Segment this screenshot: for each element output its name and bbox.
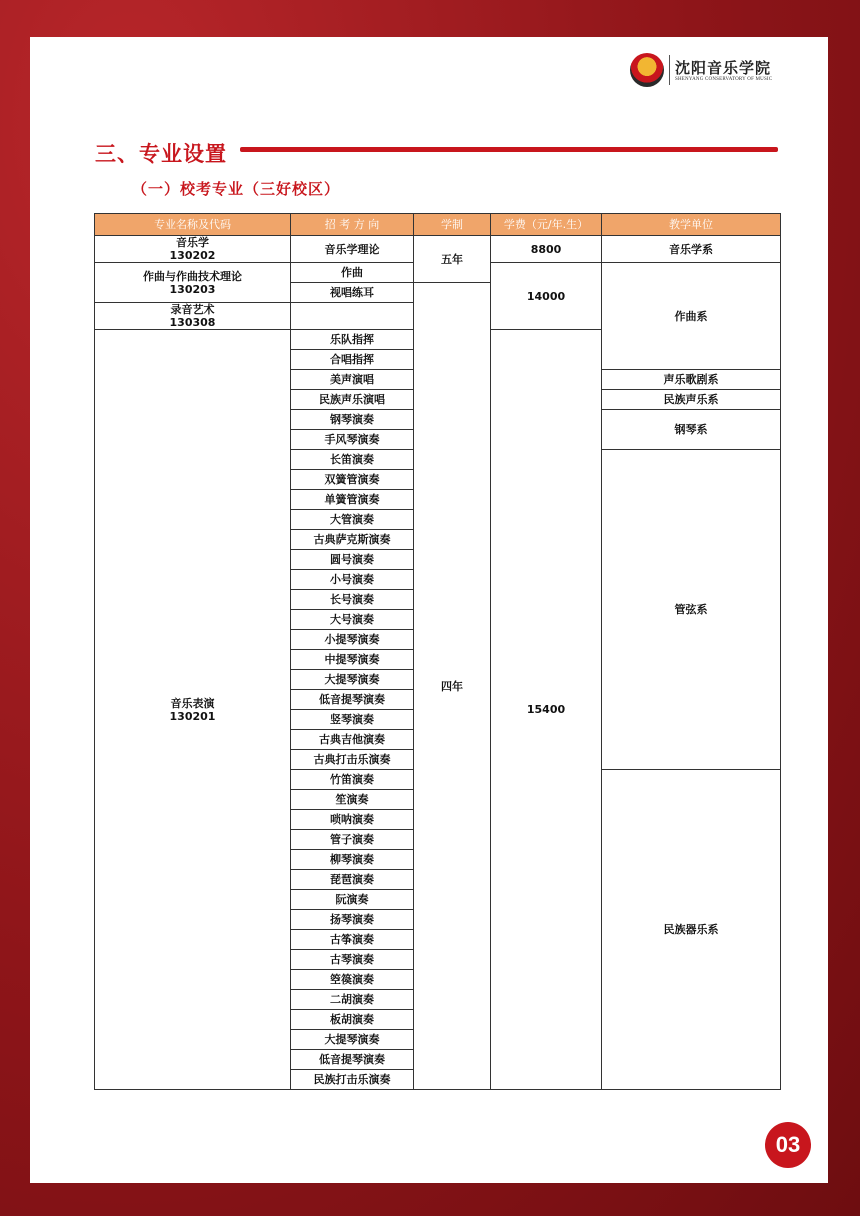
major-cell [95, 236, 291, 263]
direction-cell: 扬琴演奏 [291, 910, 414, 930]
direction-cell: 低音提琴演奏 [291, 1050, 414, 1070]
direction-cell: 手风琴演奏 [291, 430, 414, 450]
duration-cell: 四年 [414, 283, 491, 1090]
unit-cell: 钢琴系 [602, 410, 781, 450]
subsection-title: （一）校考专业（三好校区） [132, 180, 341, 198]
header-unit: 教学单位 [602, 214, 781, 236]
fee-cell: 14000 [491, 263, 602, 330]
direction-cell: 大管演奏 [291, 510, 414, 530]
major-cell [95, 263, 291, 303]
duration-cell: 五年 [414, 236, 491, 283]
unit-cell: 声乐歌剧系 [602, 370, 781, 390]
direction-cell: 唢呐演奏 [291, 810, 414, 830]
direction-cell: 管子演奏 [291, 830, 414, 850]
direction-cell: 单簧管演奏 [291, 490, 414, 510]
direction-cell: 双簧管演奏 [291, 470, 414, 490]
direction-cell: 民族声乐演唱 [291, 390, 414, 410]
direction-cell: 琵琶演奏 [291, 870, 414, 890]
direction-cell: 圆号演奏 [291, 550, 414, 570]
direction-cell: 长号演奏 [291, 590, 414, 610]
direction-cell: 笙演奏 [291, 790, 414, 810]
direction-cell: 古典打击乐演奏 [291, 750, 414, 770]
page-number-badge: 03 [765, 1122, 811, 1168]
header-duration: 学制 [414, 214, 491, 236]
direction-cell [291, 303, 414, 330]
unit-cell: 民族器乐系 [602, 770, 781, 1090]
major-name: 音乐学 [176, 236, 209, 249]
logo-name-en: SHENYANG CONSERVATORY OF MUSIC [675, 76, 773, 82]
direction-cell: 柳琴演奏 [291, 850, 414, 870]
major-cell [95, 330, 291, 1090]
section-title: 三、专业设置 [95, 142, 227, 166]
unit-cell: 作曲系 [602, 263, 781, 370]
direction-cell: 古典吉他演奏 [291, 730, 414, 750]
direction-cell: 古典萨克斯演奏 [291, 530, 414, 550]
direction-cell: 古筝演奏 [291, 930, 414, 950]
fee-cell: 8800 [491, 236, 602, 263]
direction-cell: 板胡演奏 [291, 1010, 414, 1030]
direction-cell: 民族打击乐演奏 [291, 1070, 414, 1090]
direction-cell: 视唱练耳 [291, 283, 414, 303]
table-header-row [95, 214, 781, 236]
header-major: 专业名称及代码 [95, 214, 291, 236]
direction-cell: 古琴演奏 [291, 950, 414, 970]
direction-cell: 作曲 [291, 263, 414, 283]
direction-cell: 低音提琴演奏 [291, 690, 414, 710]
major-code: 130308 [169, 316, 216, 329]
section-title-rule [240, 147, 778, 152]
direction-cell: 中提琴演奏 [291, 650, 414, 670]
unit-cell: 民族声乐系 [602, 390, 781, 410]
direction-cell: 音乐学理论 [291, 236, 414, 263]
header-fee: 学费（元/年.生） [491, 214, 602, 236]
major-name: 作曲与作曲技术理论 [143, 269, 242, 283]
direction-cell: 钢琴演奏 [291, 410, 414, 430]
major-name: 录音艺术 [170, 303, 215, 316]
majors-table [94, 213, 781, 1090]
major-code: 130202 [169, 249, 216, 262]
direction-cell: 小号演奏 [291, 570, 414, 590]
unit-cell: 管弦系 [602, 450, 781, 770]
direction-cell: 大号演奏 [291, 610, 414, 630]
direction-cell: 大提琴演奏 [291, 670, 414, 690]
direction-cell: 二胡演奏 [291, 990, 414, 1010]
header-direction: 招 考 方 向 [291, 214, 414, 236]
school-emblem-icon [630, 53, 664, 87]
direction-cell: 小提琴演奏 [291, 630, 414, 650]
major-code: 130203 [169, 282, 216, 296]
major-code: 130201 [169, 709, 216, 723]
major-cell [95, 303, 291, 330]
logo-divider [669, 55, 670, 85]
fee-cell: 15400 [491, 330, 602, 1090]
school-logo [630, 50, 772, 90]
logo-name-cn: 沈阳音乐学院 [675, 58, 772, 77]
direction-cell: 乐队指挥 [291, 330, 414, 350]
major-name: 音乐表演 [170, 696, 215, 710]
direction-cell: 箜篌演奏 [291, 970, 414, 990]
direction-cell: 长笛演奏 [291, 450, 414, 470]
direction-cell: 大提琴演奏 [291, 1030, 414, 1050]
direction-cell: 美声演唱 [291, 370, 414, 390]
direction-cell: 阮演奏 [291, 890, 414, 910]
direction-cell: 竖琴演奏 [291, 710, 414, 730]
unit-cell: 音乐学系 [602, 236, 781, 263]
direction-cell: 竹笛演奏 [291, 770, 414, 790]
direction-cell: 合唱指挥 [291, 350, 414, 370]
